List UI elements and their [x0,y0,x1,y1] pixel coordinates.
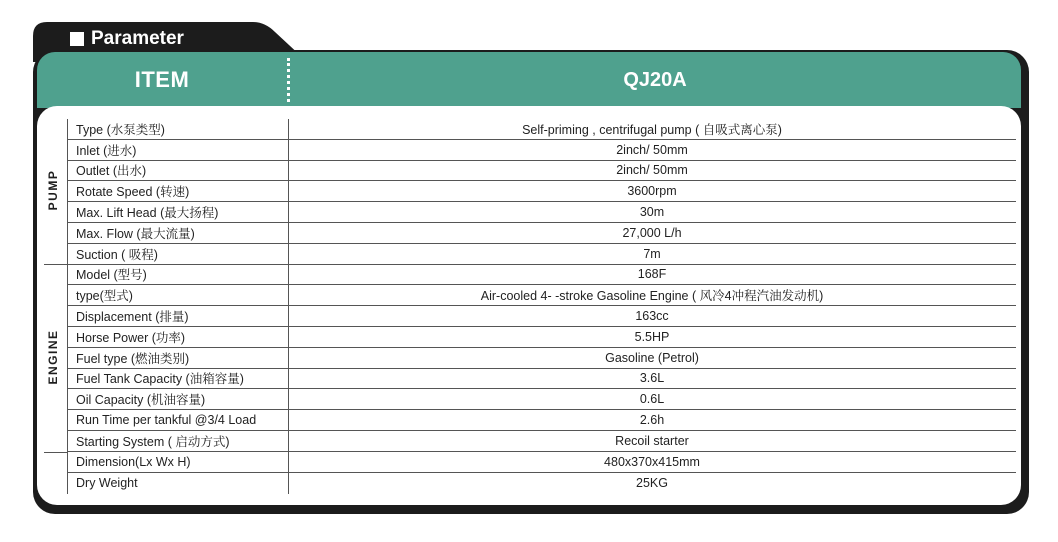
table-row [68,140,1016,161]
table-row [68,181,1016,202]
parameter-table [68,119,1016,493]
row-value: 27,000 L/h [622,225,682,240]
table-row [68,161,1016,182]
section-divider [44,452,67,453]
table-row [68,244,1016,265]
row-value: Recoil starter [615,433,689,448]
section-divider [44,264,67,265]
row-label: Starting System ( 启动方式) [76,434,230,449]
section-engine-label: ENGINE [46,329,60,385]
row-label: Fuel Tank Capacity (油箱容量) [76,372,244,387]
row-value: 5.5HP [634,329,670,344]
row-value: 30m [639,205,665,220]
table-row [68,223,1016,244]
table-row [68,327,1016,348]
row-label: Dimension(Lx Wx H) [76,454,191,469]
tab-title-text: Parameter [91,28,184,49]
table-row [68,452,1016,473]
table-row [68,473,1016,494]
row-label: Run Time per tankful @3/4 Load [76,413,257,428]
table-row [68,431,1016,452]
row-value: 168F [637,267,667,282]
row-value: 3.6L [639,371,665,386]
row-value: 25KG [636,475,668,490]
row-label: Rotate Speed (转速) [76,185,190,200]
row-value: Self-priming , centrifugal pump ( 自吸式离心泵) [522,122,782,137]
row-value: Air-cooled 4- -stroke Gasoline Engine ( 风冷4冲程汽油发动机) [480,289,824,304]
row-value: 2.6h [639,413,665,428]
row-label: Type (水泵类型) [76,122,165,137]
row-label: Max. Lift Head (最大扬程) [76,206,219,221]
row-label: Fuel type (燃油类别) [76,351,190,366]
row-label: Max. Flow (最大流量) [76,226,195,241]
table-row [68,265,1016,286]
header-item: ITEM [134,67,190,92]
row-value: 3600rpm [627,184,677,199]
row-label: Dry Weight [76,475,138,490]
table-row [68,389,1016,410]
row-label: Suction ( 吸程) [76,247,158,262]
row-value: 480x370x415mm [604,454,700,469]
table-row [68,119,1016,140]
row-value: 163cc [635,309,669,324]
row-label: Inlet (进水) [76,143,137,158]
row-value: 7m [643,246,661,261]
table-row [68,306,1016,327]
row-value: Gasoline (Petrol) [605,350,699,365]
row-label: Model (型号) [76,268,147,283]
row-label: Oil Capacity (机油容量) [76,393,206,408]
row-label: Outlet (出水) [76,164,147,179]
table-row [68,285,1016,306]
row-label: type(型式) [76,289,133,304]
table-row [68,348,1016,369]
square-icon [70,32,84,46]
row-value: 0.6L [639,392,665,407]
row-label: Displacement (排量) [76,310,189,325]
row-label: Horse Power (功率) [76,330,186,345]
header-model: QJ20A [623,68,687,91]
table-row [68,410,1016,431]
row-value: 2inch/ 50mm [616,142,688,157]
table-row [68,369,1016,390]
section-pump-label: PUMP [46,169,60,211]
row-value: 2inch/ 50mm [616,163,688,178]
table-row [68,202,1016,223]
tab-title [70,28,184,50]
